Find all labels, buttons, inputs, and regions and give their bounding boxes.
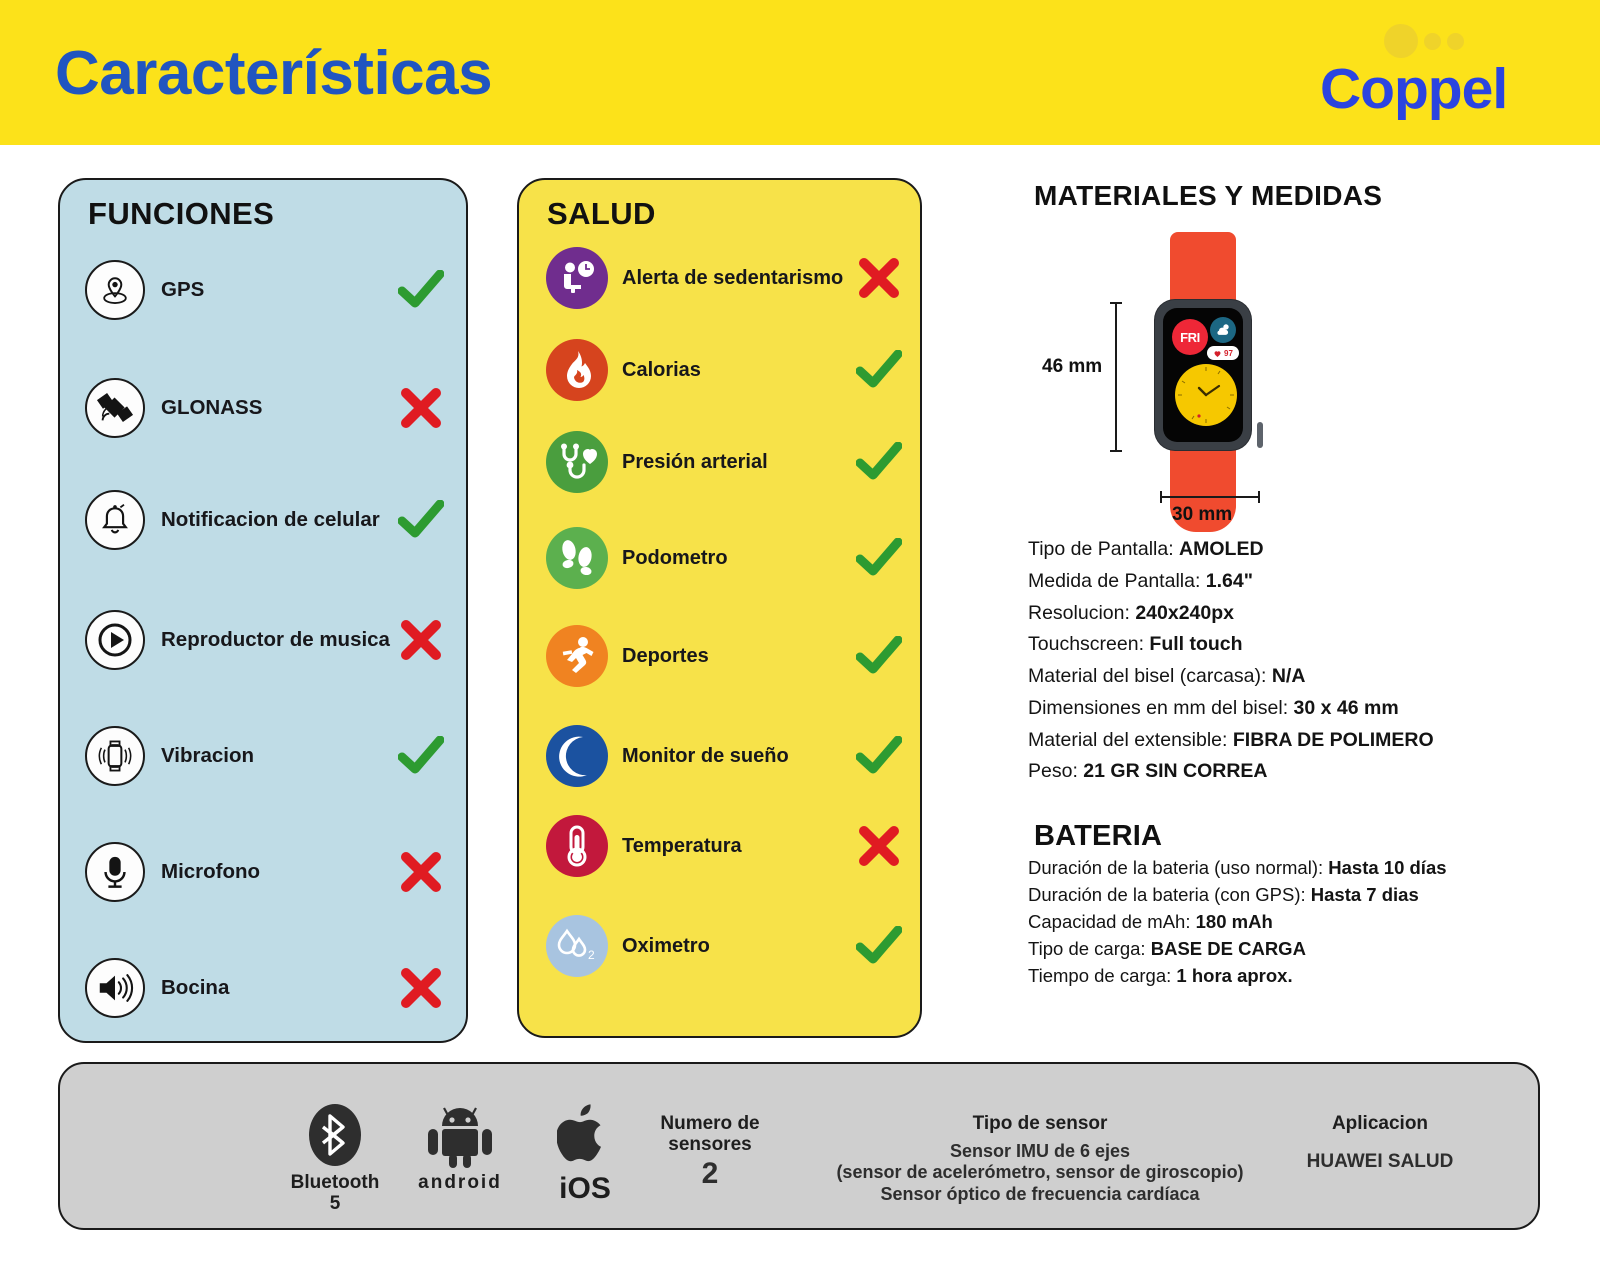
- salud-row-label: Podometro: [622, 547, 728, 569]
- salud-row: [519, 230, 920, 326]
- battery-label: Capacidad de mAh:: [1028, 910, 1191, 932]
- spec-line: [1028, 629, 1560, 661]
- heart-rate-value: 97: [1224, 348, 1233, 358]
- vibration-watch-icon: [85, 726, 145, 786]
- watch-width-label: 30 mm: [1172, 504, 1233, 525]
- sensor-type-block: [800, 1114, 1280, 1205]
- running-icon: [546, 625, 608, 687]
- spec-line: [1028, 693, 1560, 725]
- logo-dot-medium: [1424, 33, 1441, 50]
- spec-value: 30 x 46 mm: [1293, 696, 1399, 719]
- check-icon: [390, 736, 452, 776]
- sedentary-alert-icon: [546, 247, 608, 309]
- compatibility-bar: [58, 1062, 1540, 1230]
- cross-icon: [390, 619, 452, 661]
- battery-line: [1028, 936, 1560, 963]
- app-title: Aplicacion: [1331, 1113, 1429, 1134]
- funciones-row-label: GPS: [161, 277, 205, 301]
- spec-line: [1028, 756, 1560, 788]
- check-icon: [390, 270, 452, 310]
- bell-icon: [85, 490, 145, 550]
- spec-value: 1.64": [1205, 569, 1253, 592]
- spec-value: 240x240px: [1135, 601, 1234, 624]
- watch-day-badge: FRI: [1172, 319, 1208, 355]
- funciones-row-status: [390, 500, 452, 540]
- battery-value: BASE DE CARGA: [1150, 937, 1306, 959]
- footsteps-icon: [546, 527, 608, 589]
- panel-funciones-title: FUNCIONES: [88, 196, 275, 231]
- watch-crown-button: [1257, 422, 1263, 448]
- battery-line: [1028, 909, 1560, 936]
- android-icon: [424, 1102, 496, 1168]
- funciones-row-status: [390, 387, 452, 429]
- heart-rate-badge: [1207, 346, 1239, 360]
- sensor-type-line3: Sensor óptico de frecuencia cardíaca: [880, 1183, 1200, 1204]
- funciones-row: [60, 708, 466, 804]
- funciones-row-label: Microfono: [161, 859, 261, 883]
- check-icon: [846, 442, 912, 482]
- salud-row-status: [846, 926, 912, 966]
- cross-icon: [846, 825, 912, 867]
- moon-icon: [546, 725, 608, 787]
- spec-line: [1028, 725, 1560, 757]
- salud-row: [519, 510, 920, 606]
- salud-row-status: [846, 736, 912, 776]
- battery-label: Tipo de carga:: [1028, 937, 1146, 959]
- funciones-row-status: [390, 736, 452, 776]
- battery-line: [1028, 855, 1560, 882]
- battery-list: [1028, 855, 1560, 989]
- spec-list: [1028, 534, 1560, 788]
- salud-row: [519, 898, 920, 994]
- cross-icon: [846, 257, 912, 299]
- spec-label: Material del extensible:: [1028, 728, 1228, 751]
- play-circle-icon: [85, 610, 145, 670]
- spec-label: Tipo de Pantalla:: [1028, 538, 1174, 560]
- watch-height-dimension-line: [1115, 302, 1117, 452]
- spec-line: [1028, 661, 1560, 693]
- battery-value: 180 mAh: [1195, 910, 1273, 932]
- watch-screen: [1163, 308, 1243, 442]
- spec-value: FIBRA DE POLIMERO: [1232, 728, 1434, 751]
- salud-row-status: [846, 636, 912, 676]
- salud-row: [519, 708, 920, 804]
- cross-icon: [390, 851, 452, 893]
- panel-funciones: [58, 178, 468, 1043]
- salud-row-label: Deportes: [622, 645, 709, 667]
- android-block: [390, 1102, 530, 1194]
- android-label: android: [418, 1172, 502, 1193]
- funciones-row: [60, 242, 466, 338]
- check-icon: [846, 736, 912, 776]
- salud-row: [519, 798, 920, 894]
- spec-label: Touchscreen:: [1028, 633, 1144, 656]
- watch-graphic: [1148, 232, 1258, 517]
- salud-row: [519, 414, 920, 510]
- battery-line: [1028, 963, 1560, 990]
- spec-label: Material del bisel (carcasa):: [1028, 665, 1267, 688]
- apple-icon: [557, 1102, 613, 1168]
- battery-line: [1028, 882, 1560, 909]
- salud-row-status: [846, 538, 912, 578]
- salud-row-label: Alerta de sedentarismo: [622, 267, 844, 289]
- coppel-wordmark: Coppel: [1320, 57, 1508, 121]
- spec-value: AMOLED: [1179, 538, 1264, 560]
- spec-label: Medida de Pantalla:: [1028, 569, 1201, 592]
- funciones-row: [60, 472, 466, 568]
- spec-line: [1028, 566, 1560, 598]
- check-icon: [846, 926, 912, 966]
- salud-row-status: [846, 350, 912, 390]
- funciones-row-label: GLONASS: [161, 395, 263, 419]
- thermometer-icon: [546, 815, 608, 877]
- funciones-row-status: [390, 967, 452, 1009]
- panel-salud-title: SALUD: [547, 196, 656, 231]
- bluetooth-label-line1: Bluetooth: [290, 1172, 380, 1193]
- funciones-row-label: Bocina: [161, 975, 230, 999]
- salud-row-label: Calorias: [622, 359, 701, 381]
- heart-icon: [1213, 349, 1222, 358]
- funciones-row-label: Notificacion de celular: [161, 507, 380, 531]
- funciones-row-label: Vibracion: [161, 743, 255, 767]
- check-icon: [846, 350, 912, 390]
- microphone-icon: [85, 842, 145, 902]
- logo-dot-small: [1447, 33, 1464, 50]
- sensor-type-title: Tipo de sensor: [972, 1113, 1108, 1134]
- funciones-row-label: Reproductor de musica: [161, 627, 390, 651]
- funciones-row-status: [390, 619, 452, 661]
- salud-row-status: [846, 257, 912, 299]
- spec-line: [1028, 534, 1560, 566]
- sensor-count-value: 2: [701, 1157, 719, 1191]
- sensor-count-block: [635, 1114, 785, 1191]
- satellite-icon: [85, 378, 145, 438]
- battery-label: Duración de la bateria (con GPS):: [1028, 884, 1306, 906]
- spec-label: Peso:: [1028, 760, 1078, 783]
- flame-icon: [546, 339, 608, 401]
- spec-label: Resolucion:: [1028, 601, 1130, 624]
- materials-section: [1020, 180, 1560, 989]
- battery-label: Tiempo de carga:: [1028, 964, 1172, 986]
- salud-row-status: [846, 825, 912, 867]
- check-icon: [846, 538, 912, 578]
- funciones-row: [60, 360, 466, 456]
- battery-label: Duración de la bateria (uso normal):: [1028, 857, 1324, 879]
- spec-value: Full touch: [1149, 633, 1243, 656]
- sensor-type-line2: (sensor de acelerómetro, sensor de giroscopio): [836, 1162, 1244, 1183]
- blood-pressure-icon: [546, 431, 608, 493]
- ios-block: [515, 1102, 655, 1205]
- ios-label: iOS: [559, 1172, 611, 1205]
- app-name: HUAWEI SALUD: [1306, 1150, 1454, 1172]
- sensor-count-title-line2: sensores: [668, 1133, 752, 1155]
- speaker-icon: [85, 958, 145, 1018]
- svg-text:2: 2: [588, 948, 595, 962]
- cross-icon: [390, 387, 452, 429]
- bluetooth-label-line2: 5: [329, 1192, 341, 1214]
- funciones-row-status: [390, 270, 452, 310]
- check-icon: [846, 636, 912, 676]
- sensor-count-title-line1: Numero de: [660, 1113, 760, 1134]
- oximeter-drop-icon: [546, 915, 608, 977]
- battery-value: Hasta 10 días: [1328, 857, 1447, 879]
- watch-case: [1155, 300, 1251, 450]
- watch-illustration: [1020, 224, 1560, 524]
- spec-label: Dimensiones en mm del bisel:: [1028, 696, 1289, 719]
- watch-height-label: 46 mm: [1042, 356, 1103, 377]
- funciones-row-status: [390, 851, 452, 893]
- battery-value: Hasta 7 dias: [1310, 884, 1419, 906]
- weather-icon: [1210, 317, 1236, 343]
- materials-title: MATERIALES Y MEDIDAS: [1034, 180, 1383, 211]
- spec-line: [1028, 598, 1560, 630]
- spec-value: 21 GR SIN CORREA: [1083, 760, 1268, 783]
- coppel-logo-dots: [1384, 24, 1464, 60]
- salud-row: [519, 608, 920, 704]
- sensor-type-line1: Sensor IMU de 6 ejes: [949, 1140, 1131, 1161]
- coppel-logo: [1292, 18, 1552, 128]
- app-block: [1240, 1114, 1520, 1173]
- check-icon: [390, 500, 452, 540]
- battery-value: 1 hora aprox.: [1176, 964, 1293, 986]
- cross-icon: [390, 967, 452, 1009]
- salud-row: [519, 322, 920, 418]
- watch-width-dimension-line: [1160, 496, 1260, 498]
- funciones-row: [60, 824, 466, 920]
- watch-analog-dial: [1175, 364, 1237, 426]
- funciones-row: [60, 940, 466, 1036]
- page-header: [0, 0, 1600, 145]
- funciones-row: [60, 592, 466, 688]
- salud-row-label: Presión arterial: [622, 451, 768, 473]
- salud-row-label: Monitor de sueño: [622, 745, 789, 767]
- spec-value: N/A: [1271, 665, 1306, 688]
- gps-pin-icon: [85, 260, 145, 320]
- salud-row-label: Oximetro: [622, 935, 710, 957]
- salud-row-label: Temperatura: [622, 835, 742, 857]
- bluetooth-icon: [308, 1102, 362, 1168]
- bluetooth-block: [265, 1102, 405, 1214]
- battery-title: BATERIA: [1034, 820, 1163, 853]
- logo-dot-large: [1384, 24, 1418, 58]
- page-title: Características: [55, 39, 493, 108]
- salud-row-status: [846, 442, 912, 482]
- panel-salud: [517, 178, 922, 1038]
